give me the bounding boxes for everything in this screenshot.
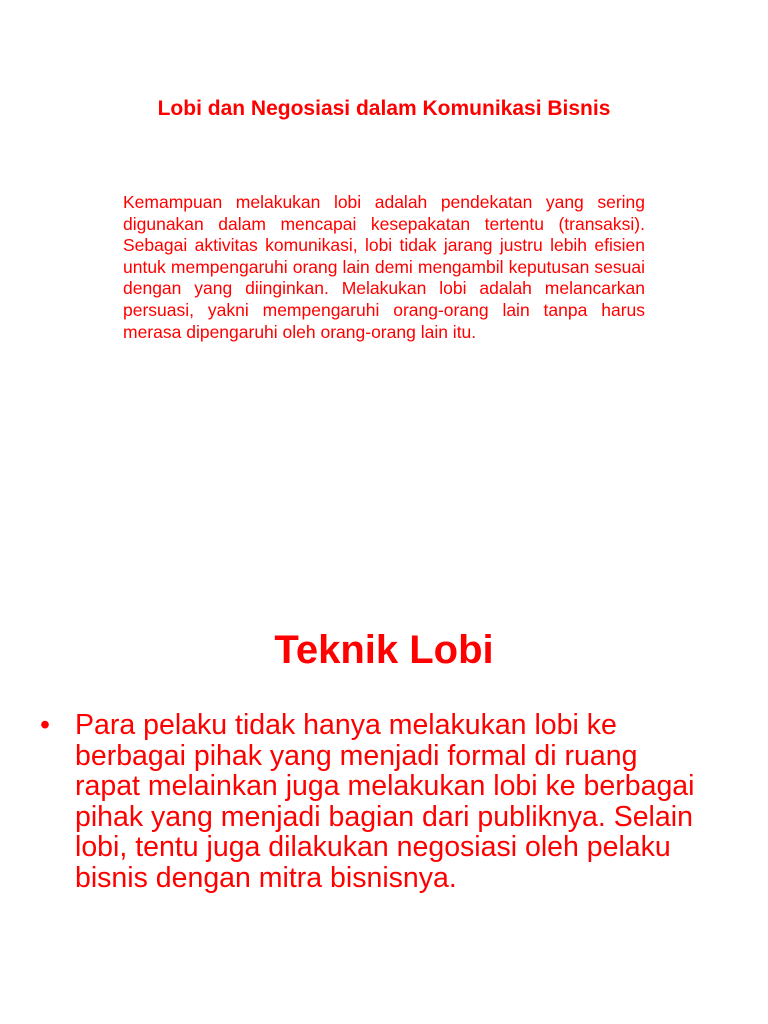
- bullet-text: Para pelaku tidak hanya melakukan lobi ke berbagai pihak yang menjadi formal di ruang rapat melainkan juga melakukan lobi ke berbagai pihak yang menjadi bagian dari publiknya. Selain lobi, tentu juga dilakukan negosiasi oleh pelaku bisnis dengan mitra bisnisnya.: [75, 709, 695, 894]
- slide-2: [0, 512, 768, 1024]
- slide-title: Teknik Lobi: [274, 628, 494, 672]
- bullet-icon: •: [40, 709, 50, 741]
- bullet-list: [40, 710, 700, 893]
- slide-title: Lobi dan Negosiasi dalam Komunikasi Bisnis: [157, 97, 611, 120]
- bullet-item: [40, 710, 700, 893]
- slide-paragraph: Kemampuan melakukan lobi adalah pendekatan yang sering digunakan dalam mencapai kesepakatan tertentu (transaksi). Sebagai aktivitas komunikasi, lobi tidak jarang justru lebih efisien untuk mempengaruhi orang lain demi mengambil keputusan sesuai dengan yang diinginkan. Melakukan lobi adalah melancarkan persuasi, yakni mempengaruhi orang-orang lain tanpa harus merasa dipengaruhi oleh orang-orang lain itu.: [123, 192, 645, 342]
